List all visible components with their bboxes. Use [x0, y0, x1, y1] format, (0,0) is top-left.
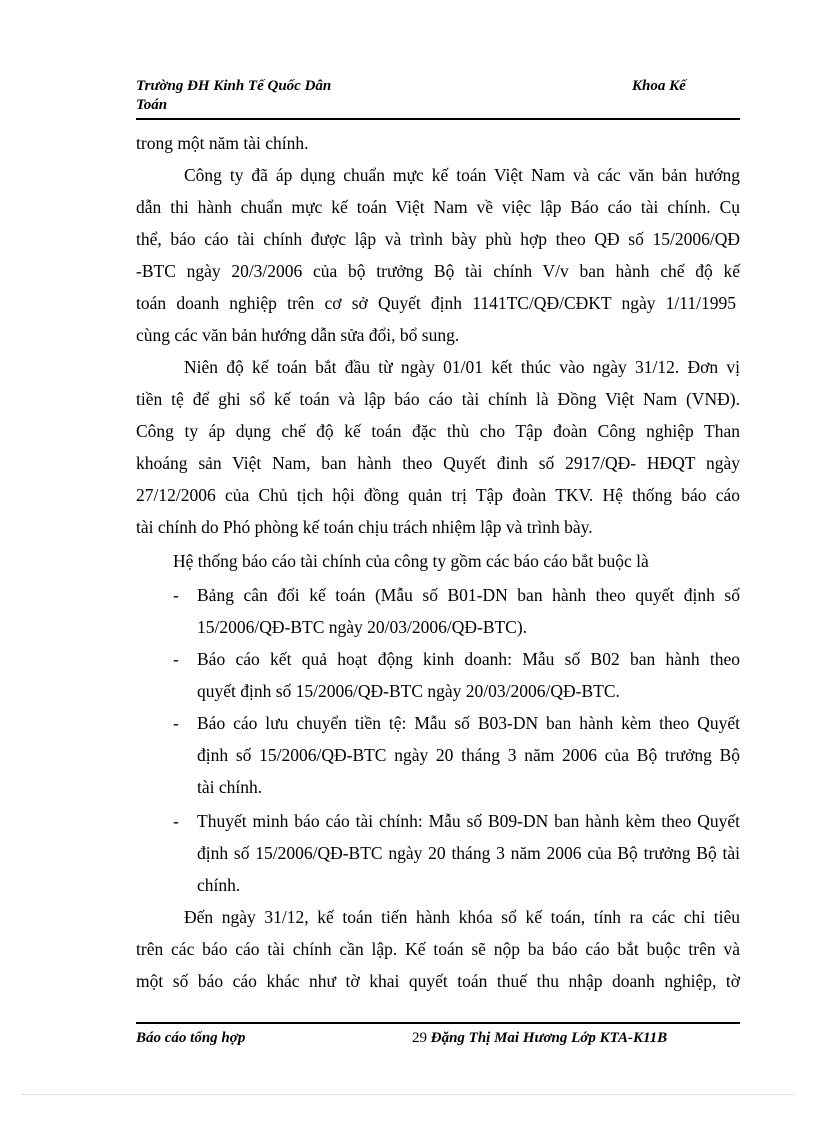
list-item-line: quyết định số 15/2006/QĐ-BTC ngày 20/03/2006/QĐ-BTC. — [197, 681, 620, 701]
header-school-name: Trường ĐH Kinh Tế Quốc Dân — [136, 78, 332, 94]
text-line: khoáng sản Việt Nam, ban hành theo Quyết đinh số 2917/QĐ- HĐQT ngày — [136, 453, 740, 473]
list-item-line: tài chính. — [197, 777, 263, 797]
page-break-line — [22, 1094, 794, 1095]
bullet-dash: - — [173, 811, 179, 831]
text-line: cùng các văn bản hướng dẫn sửa đổi, bổ sung. — [136, 325, 460, 345]
text-line: 27/12/2006 của Chủ tịch hội đồng quản trị Tập đoàn TKV. Hệ thống báo cáo — [136, 485, 740, 505]
footer-report-title: Báo cáo tổng hợp — [136, 1030, 246, 1046]
text-line: thể, báo cáo tài chính được lập và trình bày phù hợp theo QĐ số 15/2006/QĐ — [136, 229, 740, 249]
list-item-line: Báo cáo lưu chuyển tiền tệ: Mẫu số B03-DN ban hành kèm theo Quyết — [197, 713, 740, 733]
bullet-dash: - — [173, 585, 179, 605]
page-number: 29 — [412, 1030, 427, 1046]
footer-author-name: Đặng Thị Mai Hương Lớp KTA-K11B — [430, 1030, 668, 1046]
header-rule — [136, 118, 740, 120]
list-item-line: định số 15/2006/QĐ-BTC ngày 20 tháng 3 năm 2006 của Bộ trưởng Bộ tài — [197, 843, 740, 863]
list-item-line: Báo cáo kết quả hoạt động kinh doanh: Mẫu số B02 ban hành theo — [197, 649, 740, 669]
list-item-line: 15/2006/QĐ-BTC ngày 20/03/2006/QĐ-BTC). — [197, 617, 528, 637]
footer-rule — [136, 1022, 740, 1024]
text-line: Công ty đã áp dụng chuẩn mực kế toán Việt Nam và các văn bản hướng — [184, 165, 740, 185]
list-item-line: định số 15/2006/QĐ-BTC ngày 20 tháng 3 năm 2006 của Bộ trưởng Bộ — [197, 745, 740, 765]
list-item-line: chính. — [197, 875, 241, 895]
bullet-dash: - — [173, 713, 179, 733]
text-line: -BTC ngày 20/3/2006 của bộ trưởng Bộ tài chính V/v ban hành chế độ kế — [136, 261, 740, 281]
text-line: Hệ thống báo cáo tài chính của công ty gồm các báo cáo bắt buộc là — [173, 551, 649, 571]
text-line: dẫn thi hành chuẩn mực kế toán Việt Nam về việc lập Báo cáo tài chính. Cụ — [136, 197, 740, 217]
text-line: Niên độ kế toán bắt đầu từ ngày 01/01 kết thúc vào ngày 31/12. Đơn vị — [184, 357, 740, 377]
footer-author — [412, 1028, 667, 1048]
text-line: tài chính do Phó phòng kế toán chịu trách nhiệm lập và trình bày. — [136, 517, 593, 537]
list-item-line: Thuyết minh báo cáo tài chính: Mẫu số B09-DN ban hành kèm theo Quyết — [197, 811, 740, 831]
header-faculty: Khoa Kế — [632, 78, 686, 94]
text-line: một số báo cáo khác như tờ khai quyết toán thuế thu nhập doanh nghiệp, tờ — [136, 971, 740, 991]
text-line: Công ty áp dụng chế độ kế toán đặc thù cho Tập đoàn Công nghiệp Than — [136, 421, 740, 441]
text-line: trong một năm tài chính. — [136, 133, 309, 153]
bullet-dash: - — [173, 649, 179, 669]
text-line: toán doanh nghiệp trên cơ sở Quyết định 1141TC/QĐ/CĐKT ngày 1/11/1995 — [136, 293, 736, 313]
list-item-line: Bảng cân đối kế toán (Mẫu số B01-DN ban hành theo quyết định số — [197, 585, 740, 605]
header-school-name-continued: Toán — [136, 97, 168, 113]
text-line: Đến ngày 31/12, kế toán tiến hành khóa sổ kế toán, tính ra các chỉ tiêu — [184, 907, 740, 927]
text-line: tiền tệ để ghi sổ kế toán và lập báo cáo tài chính là Đồng Việt Nam (VNĐ). — [136, 389, 740, 409]
text-line: trên các báo cáo tài chính cần lập. Kế toán sẽ nộp ba báo cáo bắt buộc trên và — [136, 939, 740, 959]
